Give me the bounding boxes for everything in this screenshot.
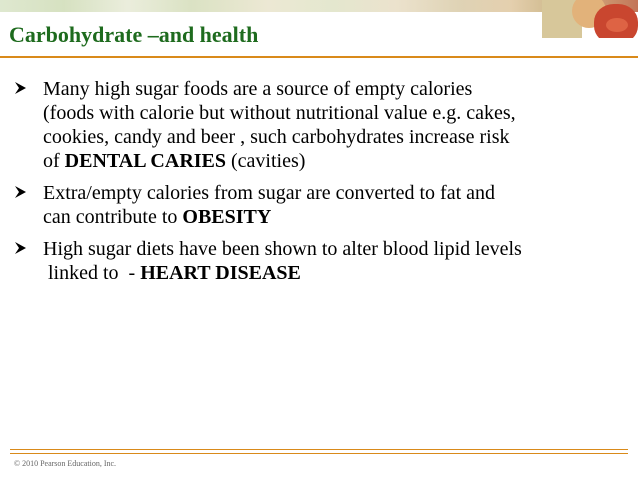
bullet-dental-caries bbox=[14, 77, 629, 173]
emphasis-dental-caries: DENTAL CARIES bbox=[64, 150, 227, 172]
text-segment: can contribute to bbox=[43, 206, 183, 228]
bullet-text-line: High sugar diets have been shown to alter blood lipid levels bbox=[43, 238, 522, 260]
bullet-text-line bbox=[43, 205, 629, 229]
bullet-heart-disease bbox=[14, 237, 629, 285]
text-segment: linked to - bbox=[43, 262, 141, 284]
arrow-bullet-icon bbox=[14, 241, 28, 255]
text-segment: of bbox=[43, 150, 65, 172]
footer-divider bbox=[10, 453, 628, 454]
bullet-text-line bbox=[43, 261, 629, 285]
bullet-text-line: Extra/empty calories from sugar are converted to fat and bbox=[43, 182, 496, 204]
vegetables-photo bbox=[542, 0, 638, 38]
arrow-bullet-icon bbox=[14, 185, 28, 199]
arrow-bullet-icon bbox=[14, 81, 28, 95]
bullet-obesity bbox=[14, 181, 629, 229]
emphasis-obesity: OBESITY bbox=[182, 206, 272, 228]
emphasis-heart-disease: HEART DISEASE bbox=[140, 262, 301, 284]
title-divider bbox=[0, 56, 638, 58]
copyright-footer: © 2010 Pearson Education, Inc. bbox=[14, 459, 117, 468]
text-segment: (cavities) bbox=[226, 150, 306, 172]
bullet-list bbox=[14, 77, 629, 293]
bullet-text-line: cookies, candy and beer , such carbohydrates increase risk bbox=[43, 126, 510, 148]
slide-title: Carbohydrate –and health bbox=[9, 22, 259, 47]
footer-divider bbox=[10, 449, 628, 450]
bullet-text-line: (foods with calorie but without nutritional value e.g. cakes, bbox=[43, 102, 516, 124]
bullet-text-line: Many high sugar foods are a source of empty calories bbox=[43, 78, 473, 100]
bullet-text-line bbox=[43, 149, 629, 173]
